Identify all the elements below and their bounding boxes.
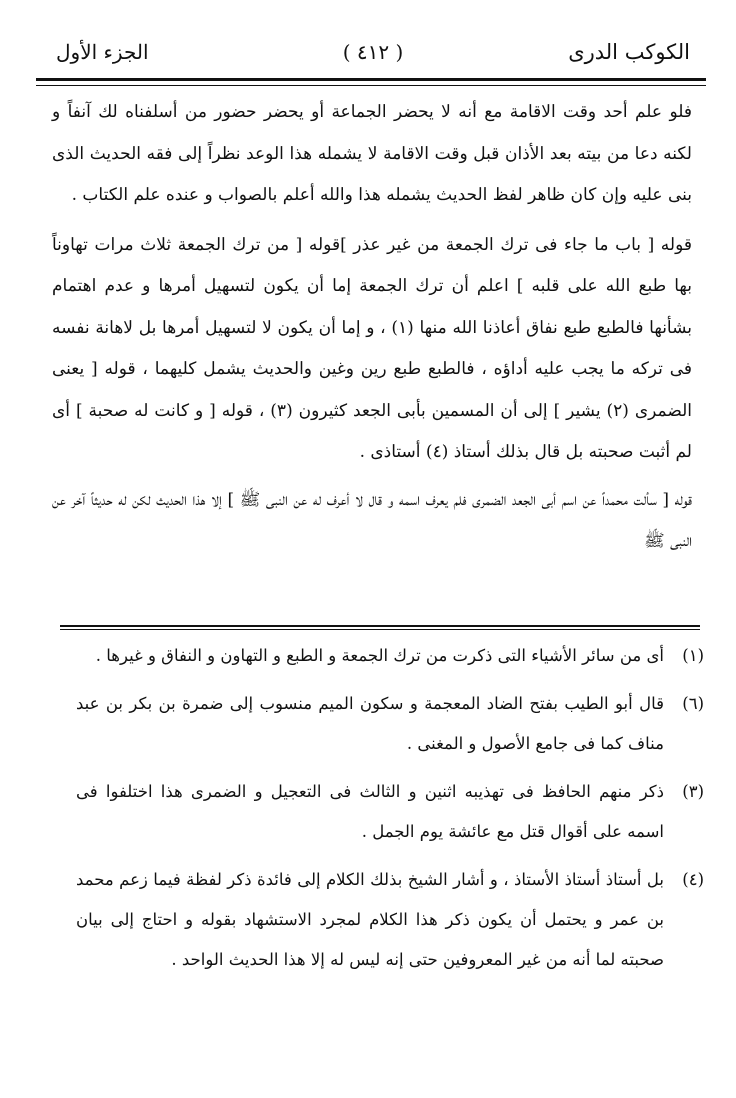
- footnote-number: (٤): [682, 870, 704, 889]
- footnote-text: أى من سائر الأشياء التى ذكرت من ترك الجمعة و الطبع و التهاون و النفاق و غيرها .: [95, 646, 664, 665]
- main-text: [52, 92, 692, 563]
- footnote-text: قال أبو الطيب بفتح الضاد المعجمة و سكون الميم منسوب إلى ضمرة بن بكر بن عبد مناف كما فى جامع الأصول و المغنى .: [76, 694, 664, 753]
- running-header: [56, 30, 690, 70]
- footnote-separator-thin: [60, 629, 700, 630]
- paragraph: قوله [ سألت محمداً عن اسم أبى الجعد الضمرى فلم يعرف اسمه و قال لا أعرف له عن النبى ﷺ ] إلا هذا الحديث لكن له حديثاً آخر عن النبى ﷺ: [52, 489, 692, 551]
- footnote: [76, 636, 704, 676]
- page-number: ( ٤١٢ ): [342, 40, 404, 64]
- footnote-number: (٣): [682, 782, 704, 801]
- footnote-text: ذكر منهم الحافظ فى تهذيبه اثنين و الثالث فى التعجيل و الضمرى هذا اختلفوا فى اسمه على أقوال قتل مع عائشة يوم الجمل .: [76, 782, 664, 841]
- footnote-number: (١): [682, 646, 704, 665]
- part-label: الجزء الأول: [56, 40, 149, 64]
- paragraph: قوله [ باب ما جاء فى ترك الجمعة من غير عذر ]قوله [ من ترك الجمعة ثلاث مرات تهاوناً بها طبع الله على قلبه ] اعلم أن ترك الجمعة إما أن يكون لتسهيل أمرها و عدم اهتمام بشأنها فالطبع طبع نفاق أعاذنا الله منها (١) ، و إما أن يكون لا لتسهيل أمرها بل لاهانة نفسه فى تركه ما يجب عليه أداؤه ، فالطبع طبع رين وغين والحديث يشمل كليهما ، قوله [ يعنى الضمرى (٢) يشير ] إلى أن المسمين بأبى الجعد كثيرون (٣) ، قوله [ و كانت له صحبة ] أى لم أثبت صحبته بل قال بذلك أستاذ (٤) أستاذى .: [52, 234, 692, 462]
- header-rule-thick: [36, 78, 706, 81]
- book-title: الكوكب الدرى: [568, 40, 690, 64]
- footnote: [76, 684, 704, 764]
- footnote-number: (٦): [682, 694, 704, 713]
- footnote-separator: [60, 625, 700, 627]
- paragraph: فلو علم أحد وقت الاقامة مع أنه لا يحضر الجماعة أو يحضر حضور من أسلفناه لك آنفاً و لكنه دعا من بيته بعد الأذان قبل وقت الاقامة لا يشمله هذا الوعد نظراً إلى فقه الحديث الذى بنى عليه وإن كان ظاهر لفظ الحديث يشمله هذا والله أعلم بالصواب و عنده علم الكتاب .: [52, 102, 692, 205]
- footnote: [76, 772, 704, 852]
- footnote: [76, 860, 704, 980]
- footnote-text: بل أستاذ أستاذ الأستاذ ، و أشار الشيخ بذلك الكلام إلى فائدة ذكر لفظة فيما زعم محمد بن عمر و يحتمل أن يكون ذكر هذا الكلام لمجرد الاستشهاد بقوله و احتاج إلى بيان صحبته لما أنه من غير المعروفين حتى إنه ليس له إلا هذا الحديث الواحد .: [76, 870, 664, 969]
- footnotes: [76, 636, 704, 988]
- header-rule-thin: [36, 85, 706, 86]
